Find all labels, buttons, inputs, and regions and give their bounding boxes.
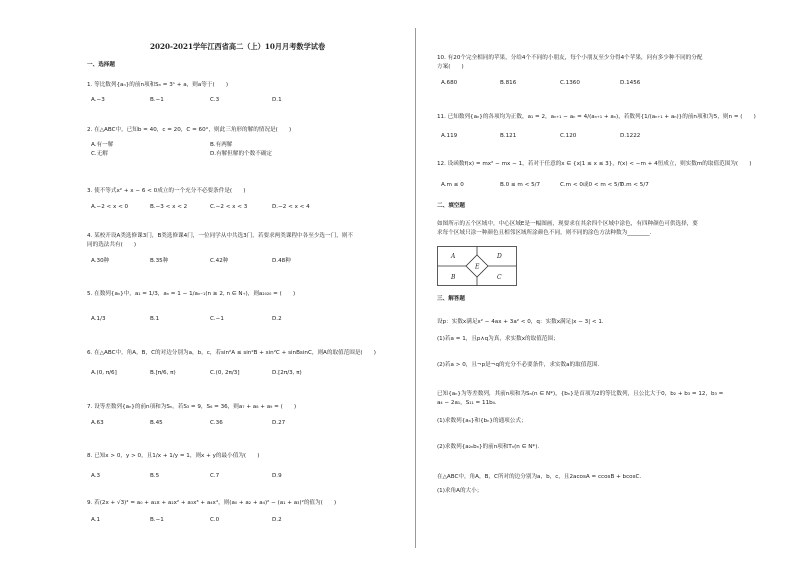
column-divider — [415, 28, 416, 548]
region-label-c: C — [497, 274, 502, 281]
section-fill-in: 二、填空题 — [437, 203, 465, 209]
option-a: A.−2 < x < 0 — [91, 204, 129, 210]
option-c: C.36 — [210, 420, 223, 426]
problem-part-2: (2)若a > 0，且¬p是¬q的充分不必要条件，求实数a的取值范围. — [437, 362, 600, 368]
question-stem: 7. 设等差数列{aₙ}的前n项和为Sₙ，若S₃ = 9，S₆ = 36，则a₇ + a₈ + a₉ = ( ) — [87, 404, 297, 410]
option-d: D.1 — [272, 97, 282, 103]
section-problems: 三、解答题 — [437, 296, 465, 302]
option-a: A.3 — [91, 473, 101, 479]
problem-part-1: (1)若a = 1，且p∧q为真，求实数x的取值范围； — [437, 336, 559, 342]
option-d: D.1222 — [620, 133, 641, 139]
problem-line: 已知{aₙ}为等差数列，其前n项和为Sₙ(n ∈ N*)，{bₙ}是首项为2的等比数列，且公比大于0，b₂ + b₃ = 12，b₃ = — [437, 391, 724, 397]
option-b: B.121 — [500, 133, 517, 139]
section-multiple-choice: 一、选择题 — [87, 62, 115, 68]
problem-part-1: (1)求角A的大小； — [437, 488, 483, 494]
question-stem: 3. 使不等式x² + x − 6 < 0成立的一个充分不必要条件是( ) — [87, 188, 246, 194]
option-c: C.−1 — [210, 316, 224, 322]
option-c: C.120 — [560, 133, 577, 139]
option-d: D.27 — [272, 420, 286, 426]
region-diagram — [437, 246, 517, 286]
option-b: B.−1 — [150, 97, 164, 103]
exam-title: 2020-2021学年江西省高二（上）10月月考数学试卷 — [150, 42, 326, 51]
question-stem-line2: 方案( ) — [437, 64, 464, 70]
option-b: B.−1 — [150, 517, 164, 523]
question-stem-line2: 同的选法共有( ) — [87, 242, 137, 248]
option-b: B.1 — [150, 316, 160, 322]
option-d: D.[2π/3, π) — [272, 370, 302, 376]
option-b: B.45 — [150, 420, 163, 426]
fill-stem-line1: 如图所示的五个区域中，中心区域E是一幅图画，现要求在其余四个区域中涂色，有四种颜色可供选择，要 — [437, 221, 698, 227]
option-b: B.有两解 — [210, 142, 233, 148]
option-d: D.9 — [272, 473, 282, 479]
option-a: A.−3 — [91, 97, 105, 103]
option-b: B.−3 < x < 2 — [150, 204, 188, 210]
option-d: D.2 — [272, 316, 282, 322]
option-a: A.1 — [91, 517, 101, 523]
question-stem: 6. 在△ABC中，角A，B，C的对边分别为a，b，c，若sin²A ≤ sin²B + sin²C + sinBsinC，则A的取值范围是( ) — [87, 350, 376, 356]
problem-part-2: (2)求数列{a₂ₙbₙ}的前n项和Tₙ(n ∈ N*). — [437, 444, 540, 450]
option-a: A.119 — [441, 133, 458, 139]
option-c: C.3 — [210, 97, 220, 103]
option-d: D.2 — [272, 517, 282, 523]
question-stem: 11. 已知数列{aₙ}的各项均为正数，a₁ = 2，aₙ₊₁ − aₙ = 4/(aₙ₊₁ + aₙ)，若数列{1/(aₙ₊₁ + aₙ)}的前n项和为5，则n = ( ) — [437, 114, 756, 120]
option-c: C.7 — [210, 473, 220, 479]
region-label-a: A — [451, 253, 456, 260]
option-a: A.(0, π/6] — [91, 370, 117, 376]
problem-line: 设p：实数x满足x² − 4ax + 3a² < 0，q：实数x满足|x − 3| < 1. — [437, 319, 604, 325]
problem-part-1: (1)求数列{aₙ}和{bₙ}的通项公式； — [437, 418, 527, 424]
option-c: C.42种 — [210, 258, 229, 264]
region-label-b: B — [451, 274, 456, 281]
option-a: A.30种 — [91, 258, 110, 264]
question-stem: 2. 在△ABC中，已知b = 40，c = 20，C = 60°，则此三角形的解的情况是( ) — [87, 127, 292, 133]
option-a: A.m ≤ 0 — [441, 182, 464, 188]
question-stem: 9. 若(2x + √3)⁴ = a₀ + a₁x + a₂x² + a₃x³ + a₄x⁴，则(a₀ + a₂ + a₄)² − (a₁ + a₃)²的值为( ) — [87, 500, 337, 506]
question-stem-line1: 10. 有20个完全相同的苹果，分给4个不同的小朋友，每个小朋友至少分得4个苹果，问有多少种不同的分配 — [437, 55, 703, 61]
option-a: A.1/3 — [91, 316, 106, 322]
option-d: D.m < 5/7 — [620, 182, 649, 188]
question-stem: 8. 已知x > 0，y > 0，且1/x + 1/y = 1，则x + y的最小值为( ) — [87, 453, 260, 459]
option-a: A.63 — [91, 420, 104, 426]
question-stem: 12. 设函数f(x) = mx² − mx − 1，若对于任意的x ∈ {x|1 ≤ x ≤ 3}，f(x) < −m + 4恒成立，则实数m的取值范围为( ) — [437, 161, 752, 167]
region-label-e: E — [475, 263, 480, 271]
fill-stem-line2: 求每个区域只涂一种颜色且相邻区域所涂颜色不同，则不同的涂色方法种数为________. — [437, 230, 652, 236]
problem-line: 在△ABC中，角A，B，C所对的边分别为a，b，c，且2acosA = ccosB + bcosC. — [437, 474, 642, 480]
option-d: D.1456 — [620, 80, 641, 86]
question-stem: 1. 等比数列{aₙ}的前n项和Sₙ = 3ⁿ + a，则a等于( ) — [87, 82, 229, 88]
option-c: C.(0, 2π/3] — [210, 370, 240, 376]
option-d: D.48种 — [272, 258, 291, 264]
option-c: C.1360 — [560, 80, 580, 86]
option-b: B.35种 — [150, 258, 169, 264]
option-b: B.5 — [150, 473, 160, 479]
question-stem-line1: 4. 某校开设A类选修课3门，B类选修课4门，一位同学从中共选3门，若要求两类课程中各至少选一门，则不 — [87, 233, 353, 239]
option-b: B.[π/6, π) — [150, 370, 176, 376]
option-d: D.−2 < x < 4 — [272, 204, 310, 210]
option-a: A.680 — [441, 80, 458, 86]
option-b: B.816 — [500, 80, 517, 86]
problem-line: a₄ − 2a₁，S₁₁ = 11b₄. — [437, 400, 497, 406]
option-b: B.0 ≤ m < 5/7 — [500, 182, 541, 188]
option-c: C.0 — [210, 517, 220, 523]
option-a: A.有一解 — [91, 142, 114, 148]
question-stem: 5. 在数列{aₙ}中，a₁ = 1/3，aₙ = 1 − 1/aₙ₋₁(n ≥ 2, n ∈ N₊)，则a₂₀₂₀ = ( ) — [87, 291, 296, 297]
option-c: C.m < 0或0 < m < 5/7 — [560, 182, 624, 188]
option-d: D.有解但解的个数不确定 — [210, 151, 273, 157]
option-c: C.无解 — [91, 151, 108, 157]
region-label-d: D — [497, 253, 502, 260]
option-c: C.−2 < x < 3 — [210, 204, 248, 210]
